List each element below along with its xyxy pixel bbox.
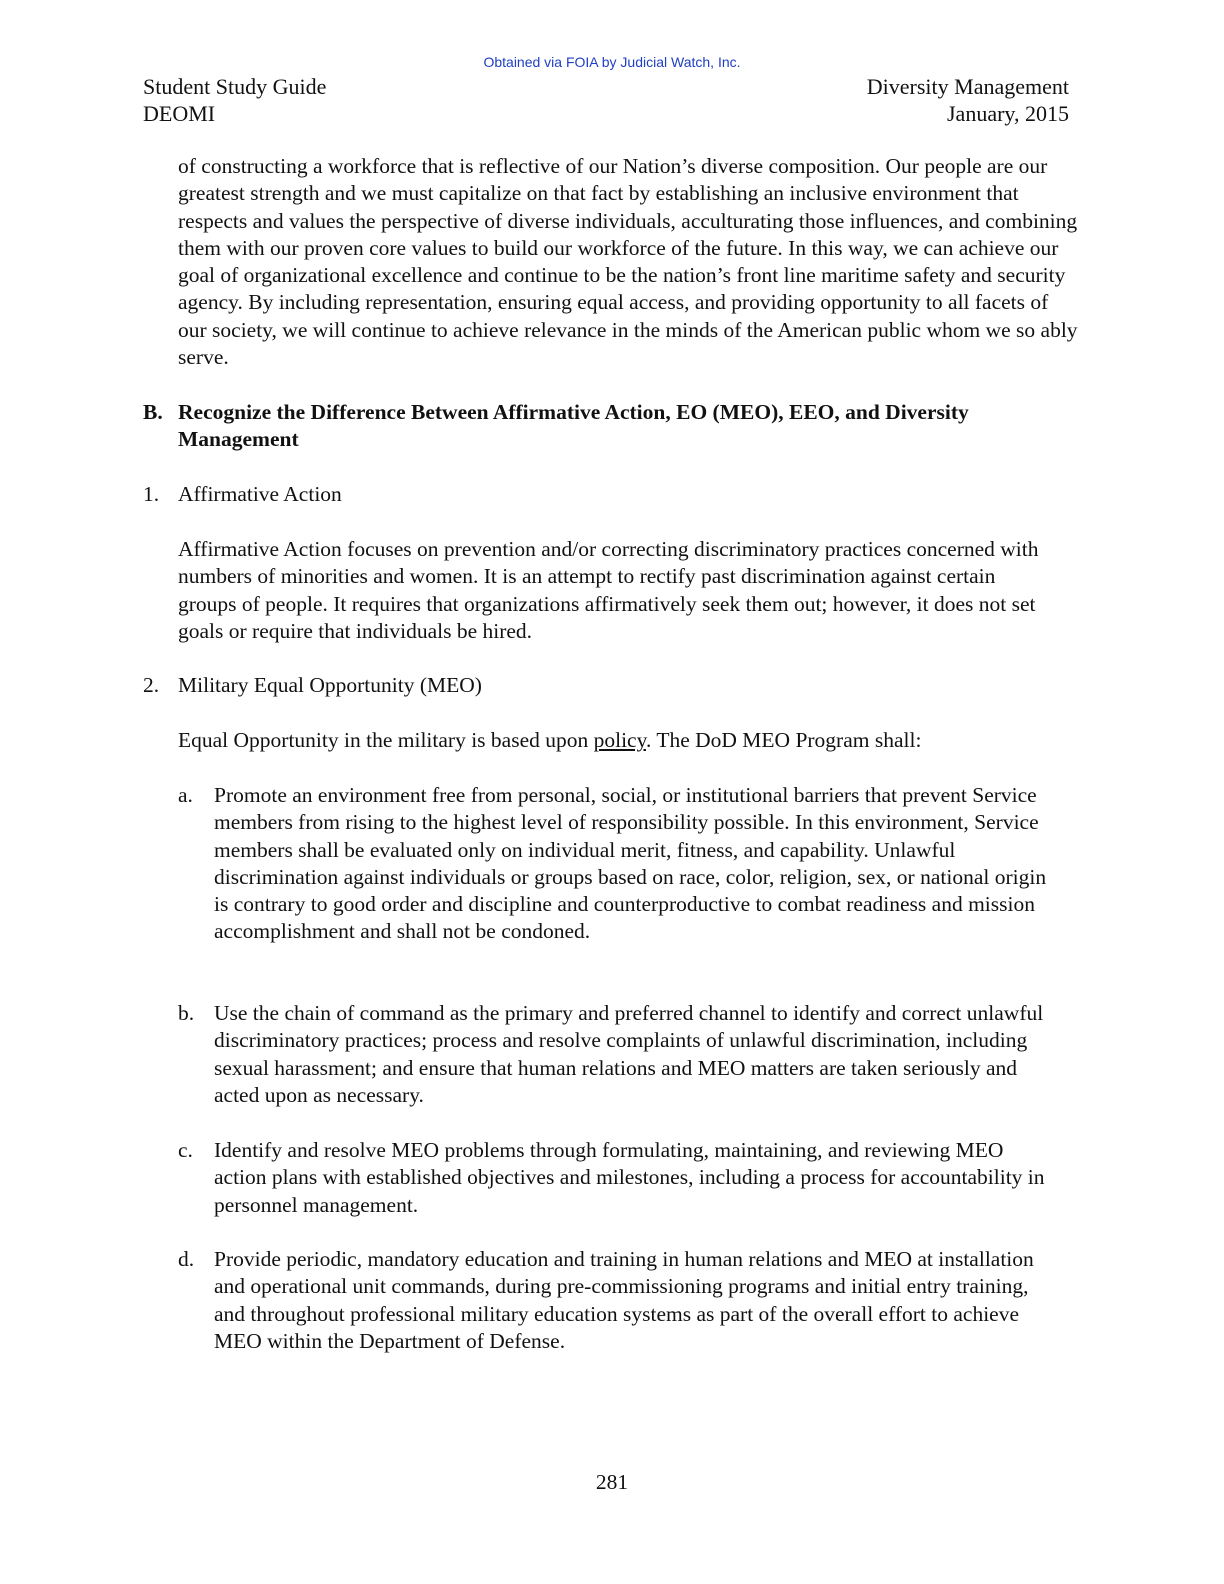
list-item-a-text: Promote an environment free from personal, social, or institutional barriers that prevent Service members from rising to the highest level of responsibility possible. In this environment, Service members shall be evaluated only on individual merit, fitness, and capability. Unlawful discrimination against individuals or groups based on race, color, religion, sex, or national origin is contrary to good order and discipline and counterproductive to combat readiness and mission accomplishment and shall not be condoned. bbox=[214, 783, 1047, 944]
list-item-c-letter: c. bbox=[178, 1138, 193, 1162]
list-item-d-letter: d. bbox=[178, 1247, 195, 1271]
list-item-d-text: Provide periodic, mandatory education and training in human relations and MEO at installation and operational unit commands, during pre-commissioning programs and initial entry training, and throughout professional military education systems as part of the overall effort to achieve MEO within the Department of Defense. bbox=[214, 1247, 1034, 1353]
section-b-title: Recognize the Difference Between Affirmative Action, EO (MEO), EEO, and Diversity Management bbox=[178, 400, 969, 452]
meo-intro-text: Equal Opportunity in the military is based upon bbox=[178, 728, 594, 752]
meo-policy-underlined: policy bbox=[593, 728, 646, 752]
item-2-heading bbox=[143, 672, 1073, 699]
header-date: January, 2015 bbox=[947, 101, 1069, 126]
list-item-c-text: Identify and resolve MEO problems through formulating, maintaining, and reviewing MEO action plans with established objectives and milestones, including a process for accountability in personnel management. bbox=[214, 1138, 1045, 1217]
section-b-heading bbox=[143, 399, 1073, 454]
foia-watermark: Obtained via FOIA by Judicial Watch, Inc. bbox=[483, 54, 741, 70]
item-1-title: Affirmative Action bbox=[178, 482, 342, 506]
meo-intro-paragraph bbox=[178, 727, 1058, 754]
section-b-letter: B. bbox=[143, 400, 163, 424]
intro-paragraph: of constructing a workforce that is reflective of our Nation’s diverse composition. Our people are our greatest strength and we must capitalize on that fact by establishing an inclusive environment that respects and values the perspective of diverse individuals, acculturating those influences, and combining them with our proven core values to build our workforce of the future. In this way, we can achieve our goal of organizational excellence and continue to be the nation’s front line maritime safety and security agency. By including representation, ensuring equal access, and providing opportunity to all facets of our society, we will continue to achieve relevance in the minds of the American public whom we so ably serve. bbox=[178, 154, 1078, 370]
affirmative-action-paragraph: Affirmative Action focuses on prevention and/or correcting discriminatory practices concerned with numbers of minorities and women. It is an attempt to rectify past discrimination against certain groups of people. It requires that organizations affirmatively seek them out; however, it does not set goals or require that individuals be hired. bbox=[178, 537, 1039, 643]
list-item-a bbox=[178, 782, 1058, 946]
header-doc-title: Student Study Guide bbox=[143, 74, 327, 99]
list-item-d bbox=[178, 1246, 1058, 1355]
header-topic: Diversity Management bbox=[866, 74, 1069, 99]
item-1-heading bbox=[143, 481, 1073, 508]
header-organization: DEOMI bbox=[143, 101, 216, 126]
item-2-title: Military Equal Opportunity (MEO) bbox=[178, 673, 482, 697]
list-item-c bbox=[178, 1137, 1058, 1219]
meo-intro-text-end: . The DoD MEO Program shall: bbox=[645, 728, 922, 752]
header-right bbox=[867, 73, 1069, 127]
header-left bbox=[143, 73, 326, 127]
item-2-number: 2. bbox=[143, 673, 160, 697]
list-item-b-text: Use the chain of command as the primary and preferred channel to identify and correct unlawful discriminatory practices; process and resolve complaints of unlawful discrimination, including sexual harassment; and ensure that human relations and MEO matters are taken seriously and acted upon as necessary. bbox=[214, 1001, 1044, 1107]
page-number: 281 bbox=[595, 1470, 629, 1494]
list-item-b bbox=[178, 1000, 1058, 1109]
list-item-b-letter: b. bbox=[178, 1001, 195, 1025]
item-1-number: 1. bbox=[143, 482, 160, 506]
list-item-a-letter: a. bbox=[178, 783, 193, 807]
